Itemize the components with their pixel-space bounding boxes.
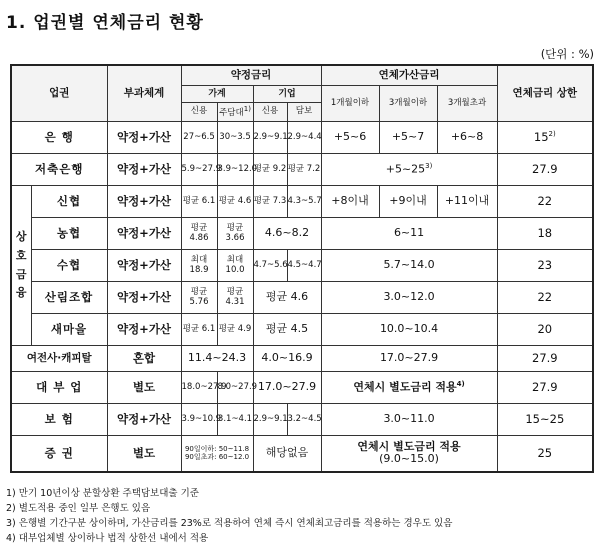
unit-label: (단위 : %)	[540, 47, 594, 61]
upper-cap: 27.9	[497, 154, 593, 186]
add-1month: +8이내	[321, 186, 379, 218]
row-system: 별도	[107, 372, 181, 404]
row-name: 농협	[31, 218, 107, 250]
header-sector: 업권	[11, 65, 107, 122]
hh-mortgage: 평균 3.66	[217, 218, 253, 250]
hh-mortgage: 3.1~4.1	[217, 404, 253, 436]
header-3month-plus: 3개월초과	[437, 86, 497, 122]
header-co-collateral: 담보	[287, 103, 321, 122]
add-rate: 6~11	[321, 218, 497, 250]
page-title: 1. 업권별 연체금리 현황	[6, 13, 204, 33]
add-3month-plus: +6~8	[437, 122, 497, 154]
footnote-mark: 1)	[243, 105, 251, 114]
row-system: 약정+가산	[107, 218, 181, 250]
footnote-1: 1) 만기 10년이상 분할상환 주택담보대출 기준	[6, 488, 199, 499]
header-add-rate: 연체가산금리	[321, 65, 497, 86]
row-name: 수협	[31, 250, 107, 282]
row-name: 저축은행	[11, 154, 107, 186]
add-1month: +5~6	[321, 122, 379, 154]
upper-cap: 22	[497, 186, 593, 218]
upper-cap	[497, 122, 593, 154]
add-rate	[321, 372, 497, 404]
upper-cap: 18	[497, 218, 593, 250]
footnote-mark: 2)	[548, 130, 556, 139]
header-hh-credit: 신용	[181, 103, 217, 122]
upper-cap: 22	[497, 282, 593, 314]
row-system: 혼합	[107, 346, 181, 372]
upper-cap: 23	[497, 250, 593, 282]
co-credit: 4.7~5.6	[253, 250, 287, 282]
hh-credit: 평균 4.86	[181, 218, 217, 250]
table-row-suhyup	[11, 250, 593, 282]
hh-credit: 3.9~10.9	[181, 404, 217, 436]
header-co-credit: 신용	[253, 103, 287, 122]
upper-cap: 27.9	[497, 372, 593, 404]
table-row-insurance	[11, 404, 593, 436]
hh-mortgage: 3.9~12.0	[217, 154, 253, 186]
upper-cap: 15~25	[497, 404, 593, 436]
hh-rate: 11.4~24.3	[181, 346, 253, 372]
co-rate: 17.0~27.9	[253, 372, 321, 404]
hh-credit: 평균 6.1	[181, 314, 217, 346]
table-row-nonghyup	[11, 218, 593, 250]
hh-credit: 평균 5.76	[181, 282, 217, 314]
add-rate	[321, 154, 497, 186]
header-corporate: 기업	[253, 86, 321, 103]
row-system: 약정+가산	[107, 282, 181, 314]
add-line-2: (9.0~15.0)	[379, 452, 439, 466]
co-collateral: 2.9~4.4	[287, 122, 321, 154]
mutual-text: 상호금융	[15, 230, 27, 300]
co-rate: 해당없음	[253, 436, 321, 472]
header-base-rate: 약정금리	[181, 65, 321, 86]
co-collateral: 4.3~5.7	[287, 186, 321, 218]
hh-credit: 평균 6.1	[181, 186, 217, 218]
add-3month: +5~7	[379, 122, 437, 154]
hh-credit: 18.0~27.9	[181, 372, 217, 404]
hh-credit: 최대 18.9	[181, 250, 217, 282]
co-collateral: 3.2~4.5	[287, 404, 321, 436]
row-name: 보 험	[11, 404, 107, 436]
footnote-mark: 3)	[425, 162, 433, 171]
table-row-bank	[11, 122, 593, 154]
hh-credit: 27~6.5	[181, 122, 217, 154]
header-row-1	[11, 65, 593, 86]
table-row-lender	[11, 372, 593, 404]
add-rate: 3.0~11.0	[321, 404, 497, 436]
row-system: 약정+가산	[107, 186, 181, 218]
hh-rate	[181, 436, 253, 472]
row-name: 여전사·캐피탈	[11, 346, 107, 372]
co-rate: 4.0~16.9	[253, 346, 321, 372]
table-row-savings	[11, 154, 593, 186]
hh-credit: 5.9~27.9	[181, 154, 217, 186]
mutual-finance-label	[11, 186, 31, 346]
co-rate: 4.6~8.2	[253, 218, 321, 250]
hh-mortgage: 평균 4.9	[217, 314, 253, 346]
footnote-4: 4) 대부업체별 상이하나 법적 상한선 내에서 적용	[6, 533, 209, 544]
header-upper: 연체금리 상한	[497, 65, 593, 122]
upper-cap: 20	[497, 314, 593, 346]
add-rate: 17.0~27.9	[321, 346, 497, 372]
hh-mortgage: 평균 4.31	[217, 282, 253, 314]
row-name: 새마을	[31, 314, 107, 346]
add-rate	[321, 436, 497, 472]
header-household: 가계	[181, 86, 253, 103]
row-name: 증 권	[11, 436, 107, 472]
co-rate: 평균 4.5	[253, 314, 321, 346]
upper-cap: 25	[497, 436, 593, 472]
row-name: 산림조합	[31, 282, 107, 314]
co-credit: 2.9~9.1	[253, 122, 287, 154]
add-line-1: 연체시 별도금리 적용	[357, 439, 461, 453]
co-collateral: 평균 7.2	[287, 154, 321, 186]
hh-mortgage: 8.0~27.9	[217, 372, 253, 404]
row-system: 약정+가산	[107, 404, 181, 436]
add-rate: 5.7~14.0	[321, 250, 497, 282]
upper-cap: 27.9	[497, 346, 593, 372]
co-credit: 평균 9.2	[253, 154, 287, 186]
rate-table-container	[10, 64, 592, 473]
add-value: 연체시 별도금리 적용	[353, 381, 457, 394]
table-row-shinhyup	[11, 186, 593, 218]
header-3month: 3개월이하	[379, 86, 437, 122]
row-system: 약정+가산	[107, 250, 181, 282]
row-name: 신협	[31, 186, 107, 218]
footnote-2: 2) 별도적용 중인 일부 은행도 있음	[6, 503, 151, 514]
overdue-rate-table	[10, 64, 594, 473]
row-name: 은 행	[11, 122, 107, 154]
row-system: 약정+가산	[107, 314, 181, 346]
footnotes	[6, 486, 452, 546]
hh-mortgage: 평균 4.6	[217, 186, 253, 218]
hh-line-2: 90일초과: 60~12.0	[184, 453, 250, 462]
table-row-securities	[11, 436, 593, 472]
table-row-card	[11, 346, 593, 372]
row-name: 대 부 업	[11, 372, 107, 404]
co-rate: 평균 4.6	[253, 282, 321, 314]
hh-line-1: 90일이하: 50~11.8	[184, 445, 250, 454]
row-system: 별도	[107, 436, 181, 472]
add-value: +5~25	[385, 163, 426, 176]
hh-mortgage: 최대 10.0	[217, 250, 253, 282]
header-hh-mortgage	[217, 103, 253, 122]
row-system: 약정+가산	[107, 122, 181, 154]
co-credit: 2.9~9.1	[253, 404, 287, 436]
row-system: 약정+가산	[107, 154, 181, 186]
footnote-3: 3) 은행별 기간구분 상이하며, 가산금리를 23%로 적용하여 연체 즉시 연체최고금리를 적용하는 경우도 있음	[6, 518, 453, 529]
co-credit: 평균 7.3	[253, 186, 287, 218]
add-3month-plus: +11이내	[437, 186, 497, 218]
table-row-forestry	[11, 282, 593, 314]
hh-mortgage: 30~3.5	[217, 122, 253, 154]
header-system: 부과체계	[107, 65, 181, 122]
table-row-saemaul	[11, 314, 593, 346]
co-collateral: 4.5~4.7	[287, 250, 321, 282]
add-3month: +9이내	[379, 186, 437, 218]
header-1month: 1개월이하	[321, 86, 379, 122]
header-mortgage-label: 주담대	[219, 108, 244, 119]
add-rate: 3.0~12.0	[321, 282, 497, 314]
cap-value: 15	[533, 130, 549, 145]
footnote-mark: 4)	[456, 380, 465, 389]
add-rate: 10.0~10.4	[321, 314, 497, 346]
